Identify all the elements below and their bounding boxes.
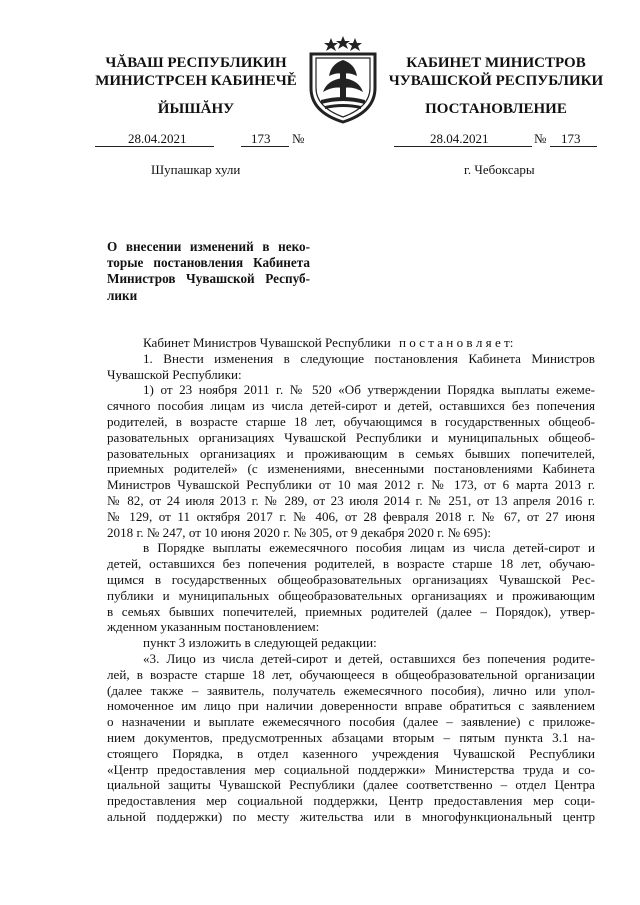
body-line: разовательных организациях и проживающим в семьях бывших попечителей, (107, 445, 595, 461)
chuvash-coat-of-arms-icon (303, 36, 383, 124)
header-right-line2: ЧУВАШСКОЙ РЕСПУБЛИКИ (388, 73, 604, 89)
left-number-sign: № (292, 131, 305, 146)
paragraph-1 (107, 351, 595, 383)
document-body (107, 335, 595, 825)
body-line: жденном указанным постановлением: (107, 619, 320, 635)
subject-line: О внесении изменений в неко- (107, 239, 310, 254)
body-line: в семьях бывших попечителей, приемных родителей (далее – Порядок), утвер- (107, 603, 595, 619)
body-line: детей, оставшихся без попечения родителей, в возрасте старше 18 лет, обучаю- (107, 556, 595, 572)
right-number: 173 (561, 131, 581, 146)
body-line: «3. Лицо из числа детей-сирот и детей, оставшихся без попечения родите- (143, 650, 595, 666)
right-place: г. Чебоксары (464, 162, 535, 177)
body-line: № 129, от 11 октября 2017 г. № 406, от 28 февраля 2018 г. № 67, от 27 июня (107, 508, 595, 524)
subject-line: лики (107, 287, 138, 303)
body-line: 1) от 23 ноября 2011 г. № 520 «Об утверждении Порядка выплаты ежеме- (143, 382, 595, 398)
paragraph-4 (107, 635, 595, 651)
body-line: Министров Чувашской Республики от 10 мая 2012 г. № 173, от 6 марта 2013 г. (107, 477, 595, 493)
left-place: Шупашкар хули (151, 162, 241, 177)
right-date: 28.04.2021 (430, 131, 489, 146)
paragraph-5 (107, 651, 595, 825)
body-line: 2018 г. № 247, от 10 июня 2020 г. № 305, от 9 декабря 2020 г. № 695): (107, 524, 491, 540)
left-date: 28.04.2021 (128, 131, 187, 146)
intro-paragraph (107, 335, 595, 351)
intro-text: Кабинет Министров Чувашской Республики (143, 335, 391, 350)
body-line: публики и муниципальных общеобразовательных организациях и проживающим (107, 587, 595, 603)
body-line: приемных родителей» (с изменениями, внесенными постановлениями Кабинета (107, 461, 595, 477)
body-line: щимся в государственных общеобразовательных организациях Чувашской Рес- (107, 571, 595, 587)
body-line: пункт 3 изложить в следующей редакции: (143, 635, 377, 651)
body-line: 1. Внести изменения в следующие постановления Кабинета Министров (143, 350, 595, 366)
header-right-title (386, 54, 606, 90)
intro-spaced-verb: п о с т а н о в л я е т: (399, 335, 514, 350)
header-left-line2: МИНИСТРСЕН КАБИНЕЧĚ (95, 73, 297, 89)
body-line: Чувашской Республики: (107, 366, 242, 382)
header-right-line1: КАБИНЕТ МИНИСТРОВ (406, 55, 586, 71)
subject-line: торые постановления Кабинета (107, 255, 310, 271)
right-number-sign: № (534, 131, 547, 146)
body-line: нием документов, предусмотренных абзацами вторым – пятым пункта 3.1 на- (107, 729, 595, 745)
header-left-line1: ЧĂВАШ РЕСПУБЛИКИН (105, 55, 287, 71)
body-line: стоящего Порядка, в отдел казенного учреждения Чувашской Республики (107, 745, 595, 761)
paragraph-3 (107, 540, 595, 635)
subject-line: Министров Чувашской Респуб- (107, 271, 310, 287)
body-line: сячного пособия лицам из числа детей-сирот и детей, оставшихся без попечения (107, 398, 595, 414)
body-line: № 82, от 24 июля 2013 г. № 289, от 23 июля 2014 г. № 251, от 13 апреля 2016 г. (107, 492, 595, 508)
body-line: (далее также – заявитель, получатель ежемесячного пособия), лично или упол- (107, 682, 595, 698)
header-left-doc-type: ЙЫШĂНУ (157, 101, 235, 117)
left-number: 173 (251, 131, 271, 146)
header-left-title (92, 54, 300, 90)
body-line: альной поддержки) по месту жительства или в многофункциональный центр (107, 808, 595, 824)
body-line: «Центр предоставления мер социальной поддержки» Министерства труда и со- (107, 761, 595, 777)
header-right-doc-type: ПОСТАНОВЛЕНИЕ (425, 101, 567, 117)
body-line: циальной защиты Чувашской Республики (далее соответственно – отдел Центра (107, 777, 595, 793)
body-line: номоченное им лицо при наличии доверенности вправе обратиться с заявлением (107, 698, 595, 714)
body-line: предоставления мер социальной поддержки, Центр предоставления мер соци- (107, 793, 595, 809)
body-line: родителей, в возрасте старше 18 лет, обучающимся в государственных общеоб- (107, 413, 595, 429)
body-line: лей, в возрасте старше 18 лет, обучающееся в общеобразовательной организации (107, 666, 595, 682)
body-line: в Порядке выплаты ежемесячного пособия лицам из числа детей-сирот и (143, 540, 595, 556)
document-subject (107, 239, 310, 304)
paragraph-2 (107, 382, 595, 540)
body-line: о назначении и выплате ежемесячного пособия (далее – заявление) с приложе- (107, 714, 595, 730)
body-line: разовательных организациях Чувашской Республики и муниципальных общеоб- (107, 429, 595, 445)
